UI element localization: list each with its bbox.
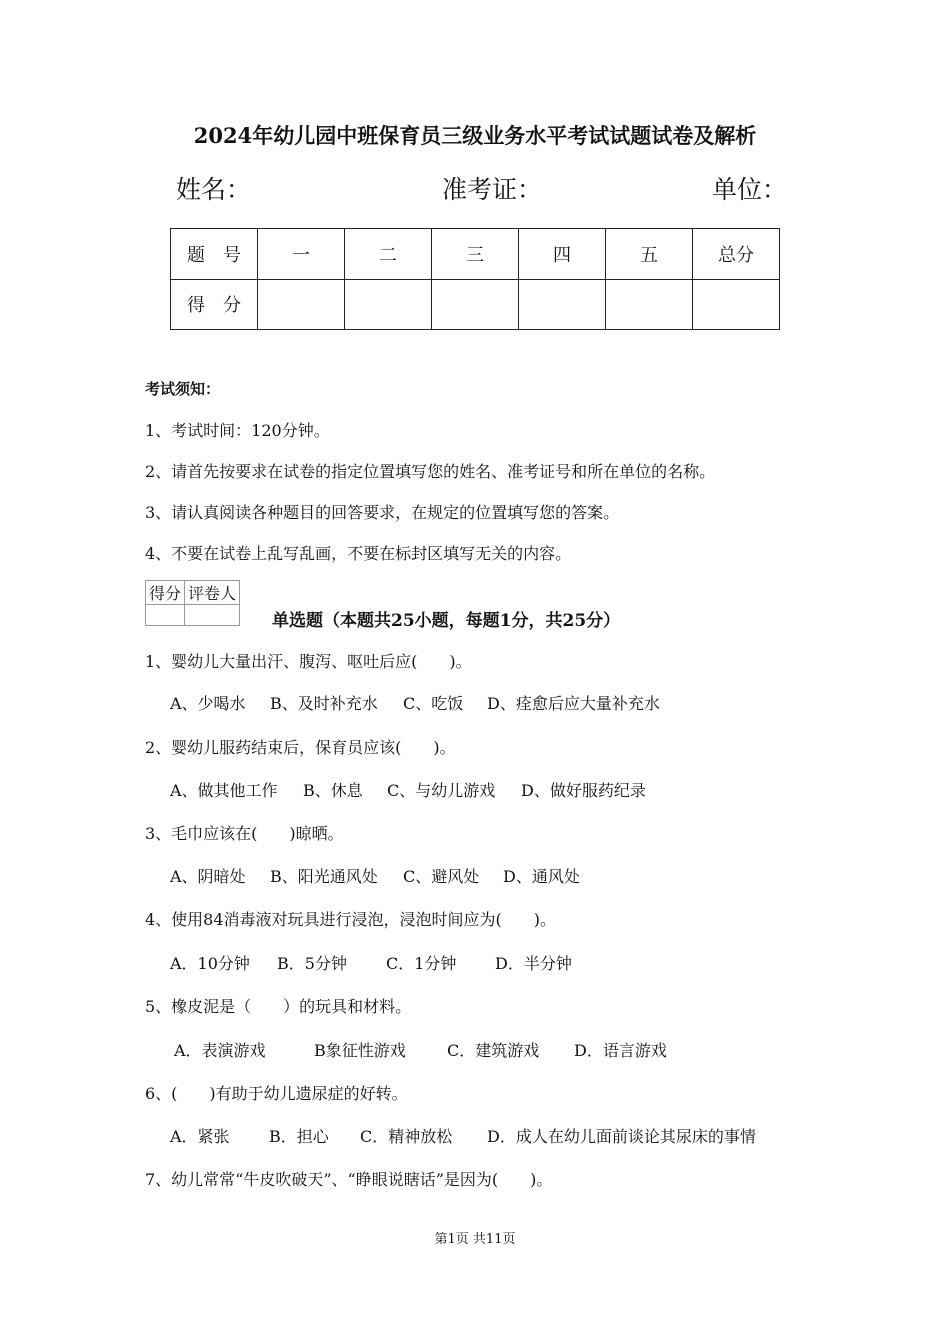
header-cell: 三 — [432, 229, 519, 280]
score-cell[interactable] — [606, 279, 693, 330]
grader-name-cell[interactable] — [185, 605, 240, 626]
score-cell[interactable] — [693, 279, 780, 330]
option: A、做其他工作 — [170, 781, 278, 800]
exam-id-field-label: 准考证： — [442, 175, 543, 204]
option: A、少喝水 — [170, 694, 246, 713]
option: D、痊愈后应大量补充水 — [487, 694, 660, 713]
header-cell: 五 — [606, 229, 693, 280]
grader-name-label: 评卷人 — [185, 581, 240, 605]
option: A、阴暗处 — [170, 867, 246, 886]
option: D、通风处 — [503, 867, 580, 886]
notice-item: 3、请认真阅读各种题目的回答要求，在规定的位置填写您的答案。 — [145, 503, 620, 522]
option: B象征性游戏 — [314, 1041, 406, 1060]
score-table-score-row — [171, 279, 780, 330]
header-cell: 四 — [519, 229, 606, 280]
score-table-header-row — [171, 229, 780, 280]
option: B．担心 — [269, 1127, 329, 1146]
option: C．1分钟 — [386, 954, 457, 973]
question-text: 1、婴幼儿大量出汗、腹泻、呕吐后应( )。 — [145, 652, 472, 671]
question-text: 7、幼儿常常“牛皮吹破天”、“睁眼说瞎话”是因为( )。 — [145, 1170, 553, 1189]
question-text: 4、使用84消毒液对玩具进行浸泡，浸泡时间应为( )。 — [145, 910, 557, 929]
page-footer: 第1页 共11页 — [434, 1232, 516, 1247]
unit-field-label: 单位： — [712, 175, 788, 204]
option: B、阳光通风处 — [270, 867, 378, 886]
score-table — [170, 228, 780, 330]
header-cell: 一 — [258, 229, 345, 280]
grader-score-cell[interactable] — [146, 605, 185, 626]
notice-item: 1、考试时间：120分钟。 — [145, 421, 330, 440]
score-row-label: 得 分 — [171, 279, 258, 330]
score-cell[interactable] — [258, 279, 345, 330]
option: D．成人在幼儿面前谈论其尿床的事情 — [487, 1127, 756, 1146]
option: A．表演游戏 — [174, 1041, 266, 1060]
score-cell[interactable] — [519, 279, 606, 330]
option: C、避风处 — [403, 867, 480, 886]
grader-table — [145, 580, 240, 626]
option: D、做好服药纪录 — [521, 781, 646, 800]
name-field-label: 姓名： — [176, 175, 252, 204]
notice-item: 2、请首先按要求在试卷的指定位置填写您的姓名、准考证号和所在单位的名称。 — [145, 462, 716, 481]
question-text: 3、毛巾应该在( )晾晒。 — [145, 824, 344, 843]
question-text: 6、( )有助于幼儿遗尿症的好转。 — [145, 1084, 408, 1103]
option: A．10分钟 — [170, 954, 250, 973]
option: D．语言游戏 — [574, 1041, 667, 1060]
grader-score-label: 得分 — [146, 581, 185, 605]
option: B．5分钟 — [277, 954, 347, 973]
header-cell: 题 号 — [171, 229, 258, 280]
option: C．建筑游戏 — [447, 1041, 540, 1060]
section-title: 单选题（本题共25小题，每题1分，共25分） — [272, 611, 621, 631]
option: B、休息 — [303, 781, 363, 800]
question-text: 5、橡皮泥是（ ）的玩具和材料。 — [145, 997, 412, 1016]
option: D．半分钟 — [495, 954, 572, 973]
score-cell[interactable] — [432, 279, 519, 330]
question-text: 2、婴幼儿服药结束后，保育员应该( )。 — [145, 738, 456, 757]
header-cell: 二 — [345, 229, 432, 280]
notice-item: 4、不要在试卷上乱写乱画，不要在标封区填写无关的内容。 — [145, 544, 572, 563]
option: C．精神放松 — [360, 1127, 453, 1146]
option: A．紧张 — [170, 1127, 230, 1146]
notice-heading: 考试须知： — [145, 380, 221, 398]
document-title: 2024年幼儿园中班保育员三级业务水平考试试题试卷及解析 — [193, 123, 757, 148]
option: C、吃饭 — [403, 694, 464, 713]
score-cell[interactable] — [345, 279, 432, 330]
option: B、及时补充水 — [270, 694, 378, 713]
option: C、与幼儿游戏 — [387, 781, 496, 800]
header-cell: 总分 — [693, 229, 780, 280]
